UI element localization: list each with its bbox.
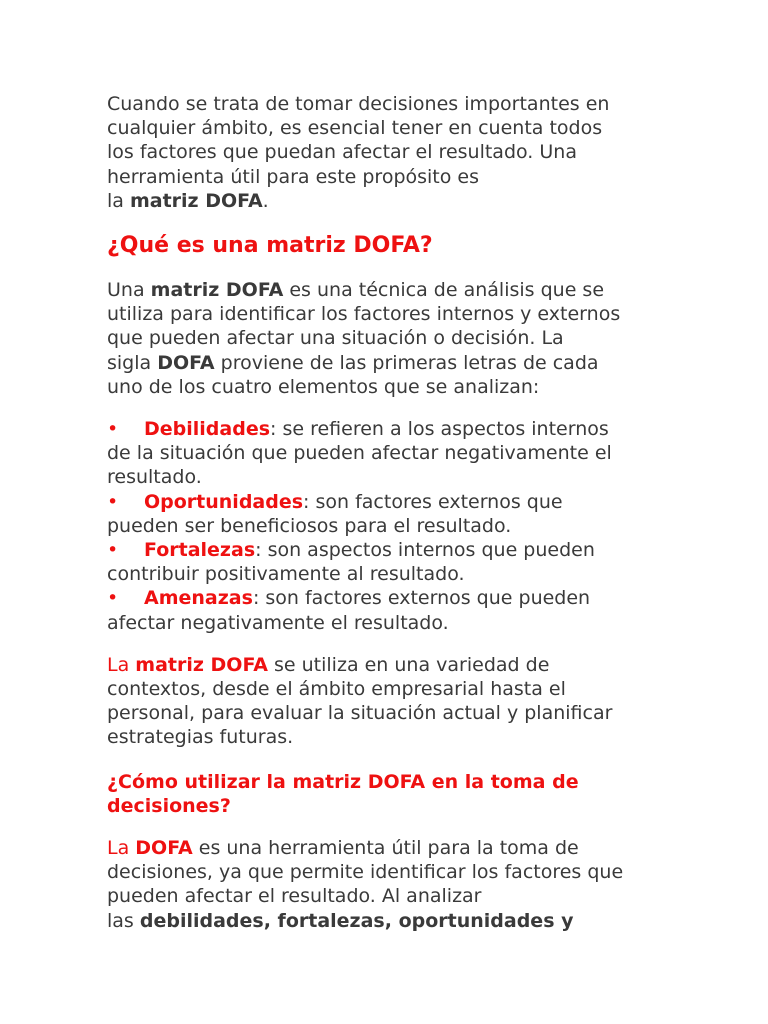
bullet-icon: • — [107, 539, 119, 562]
text-run: las — [107, 909, 140, 932]
bold-term: debilidades, fortalezas, oportunidades y — [139, 909, 574, 932]
text-line: pueden afectar el resultado. Al analizar — [107, 885, 482, 908]
text-line: de la situación que pueden afectar negativamente el — [107, 442, 612, 465]
list-item — [107, 490, 667, 538]
intro-line: cualquier ámbito, es esencial tener en cuenta todos — [107, 117, 603, 140]
list-item — [107, 586, 667, 634]
text-line: uno de los cuatro elementos que se analizan: — [107, 375, 540, 398]
text-line: decisiones, ya que permite identificar los factores que — [107, 861, 624, 884]
list-term: Fortalezas — [144, 539, 256, 562]
intro-line: herramienta útil para este propósito es — [107, 165, 480, 188]
list-term: Amenazas — [144, 587, 253, 610]
text-run: : son factores externos que pueden — [252, 587, 591, 610]
text-run: proviene de las primeras letras de cada — [214, 351, 599, 374]
bullet-icon: • — [107, 418, 119, 441]
definition-paragraph — [107, 278, 667, 399]
intro-paragraph — [107, 92, 667, 213]
text-line: contextos, desde el ámbito empresarial hasta el — [107, 678, 566, 701]
bullet-icon: • — [107, 587, 119, 610]
text-run: se utiliza en una variedad de — [267, 653, 550, 676]
bold-term: matriz DOFA — [150, 279, 284, 302]
text-line: contribuir positivamente al resultado. — [107, 563, 465, 586]
text-run: : se refieren a los aspectos internos — [270, 418, 609, 441]
bullet-icon: • — [107, 490, 119, 513]
list-term: Oportunidades — [144, 490, 304, 513]
text-run: La — [107, 837, 136, 860]
list-item — [107, 538, 667, 586]
text-run: Una — [107, 279, 151, 302]
usage-paragraph — [107, 653, 667, 750]
intro-bold-term: matriz DOFA — [129, 189, 263, 212]
text-run: La — [107, 653, 136, 676]
red-bold-term: DOFA — [135, 837, 193, 860]
document-page — [107, 90, 667, 933]
intro-line: Cuando se trata de tomar decisiones importantes en — [107, 93, 610, 115]
text-line: resultado. — [107, 466, 202, 489]
text-line: personal, para evaluar la situación actual y planificar — [107, 702, 613, 725]
dofa-elements-list — [107, 417, 667, 635]
red-bold-term: matriz DOFA — [135, 653, 268, 676]
text-run: sigla — [107, 351, 158, 374]
list-term: Debilidades — [144, 418, 271, 441]
heading-how-to-use-dofa — [107, 770, 667, 818]
heading-line: decisiones? — [107, 794, 231, 817]
text-line: afectar negativamente el resultado. — [107, 611, 449, 634]
list-item — [107, 417, 667, 490]
intro-line: los factores que puedan afectar el resultado. Una — [107, 141, 577, 164]
bold-term: DOFA — [157, 351, 215, 374]
text-run: es una herramienta útil para la toma de — [192, 837, 579, 860]
decision-paragraph — [107, 836, 667, 933]
text-line: que pueden afectar una situación o decisión. La — [107, 327, 564, 350]
text-line: pueden ser beneficiosos para el resultado. — [107, 514, 512, 537]
text-run: : son aspectos internos que pueden — [255, 539, 595, 562]
intro-suffix: . — [262, 189, 269, 212]
text-line: utiliza para identificar los factores internos y externos — [107, 303, 621, 326]
text-line: estrategias futuras. — [107, 726, 294, 749]
intro-prefix: la — [107, 189, 130, 212]
heading-line: ¿Cómo utilizar la matriz DOFA en la toma de — [107, 770, 579, 793]
text-run: : son factores externos que — [303, 490, 563, 513]
heading-what-is-dofa: ¿Qué es una matriz DOFA? — [107, 233, 433, 259]
text-run: es una técnica de análisis que se — [283, 279, 605, 302]
